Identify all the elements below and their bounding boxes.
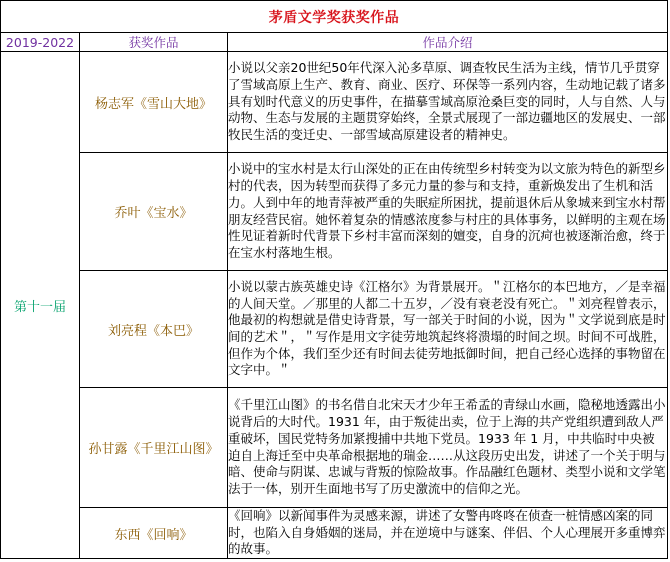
- intro-text: 小说以蒙古族英雄史诗《江格尔》为背景展开。＂江格尔的本巴地方，／是幸福的人间天堂。／那里的人都二十五岁，／没有衰老没有死亡。＂刘亮程曾表示，他最初的构想就是借史诗背景，写一部关于时间的小说，因为＂文学说到底是时间的艺术＂，＂写作是用文字徒劳地筑起终将溃塌的时间之坝。时间不可战胜，但作为个体，我们至少还有时间去徒劳地抵御时间，把自己经心选择的事物留在文字中。＂: [228, 278, 666, 378]
- session-cell[interactable]: 第十一届: [1, 52, 80, 559]
- header-row: [1, 33, 668, 52]
- table-row: [1, 388, 668, 508]
- intro-text: 小说以父亲20世纪50年代深入沁多草原、调查牧民生活为主线，情节几乎贯穿了雪域高原上生产、教育、商业、医疗、环保等一系列内容，生动地记载了诸多具有划时代意义的历史事件，在描摹雪域高原沧桑巨变的同时，人与自然、人与动物、生态与发展的主题贯穿始终，全景式展现了一部边疆地区的发展史、一部牧民生活的变迁史、一部雪域高原建设者的精神史。: [228, 60, 666, 143]
- intro-text: 《千里江山图》的书名借自北宋天才少年王希孟的青绿山水画，隐秘地透露出小说背后的大时代。1931 年，由于叛徒出卖，位于上海的共产党组织遭到敌人严重破坏，国民党特务加紧搜捕中共地下党员。1933 年 1 月，中共临时中央被迫自上海迁至中央革命根据地的瑞金……从这段历史出发，讲述了一个关于明与暗、使命与阴谋、忠诚与背叛的惊险故事。作品融红色题材、类型小说和文学笔法于一体，别开生面地书写了历史激流中的信仰之光。: [228, 397, 666, 496]
- header-period[interactable]: 2019-2022: [1, 33, 80, 52]
- intro-cell[interactable]: [228, 508, 668, 559]
- table-row: [1, 153, 668, 271]
- work-cell[interactable]: 乔叶《宝水》: [80, 153, 228, 271]
- table-row: [1, 52, 668, 153]
- work-cell[interactable]: 东西《回响》: [80, 508, 228, 559]
- intro-cell[interactable]: [228, 271, 668, 388]
- header-intro[interactable]: 作品介绍: [228, 33, 668, 52]
- intro-cell[interactable]: [228, 52, 668, 153]
- table-row: [1, 271, 668, 388]
- table-title[interactable]: 茅盾文学奖获奖作品: [1, 1, 668, 33]
- work-cell[interactable]: 孙甘露《千里江山图》: [80, 388, 228, 508]
- work-cell[interactable]: 刘亮程《本巴》: [80, 271, 228, 388]
- intro-cell[interactable]: [228, 153, 668, 271]
- work-cell[interactable]: 杨志军《雪山大地》: [80, 52, 228, 153]
- intro-text: 《回响》以新闻事件为灵感来源，讲述了女警冉咚咚在侦查一桩情感凶案的同时，也陷入自身婚姻的迷局，并在逆境中与谜案、伴侣、个人心理展开多重博弈的故事。: [228, 508, 666, 557]
- header-work[interactable]: 获奖作品: [80, 33, 228, 52]
- intro-cell[interactable]: [228, 388, 668, 508]
- title-row: [1, 1, 668, 33]
- intro-text: 小说中的宝水村是太行山深处的正在由传统型乡村转变为以文旅为特色的新型乡村的代表，因为转型而获得了多元力量的参与和支持，重新焕发出了生机和活力。人到中年的地青萍被严重的失眠症所困扰，提前退休后从象城来到宝水村帮朋友经营民宿。她怀着复杂的情感浓度参与村庄的具体事务，以鲜明的主观在场性见证着新时代背景下乡村丰富而深刻的嬗变，自身的沉疴也被逐渐治愈，终于在宝水村落地生根。: [228, 161, 666, 260]
- table-row: [1, 508, 668, 559]
